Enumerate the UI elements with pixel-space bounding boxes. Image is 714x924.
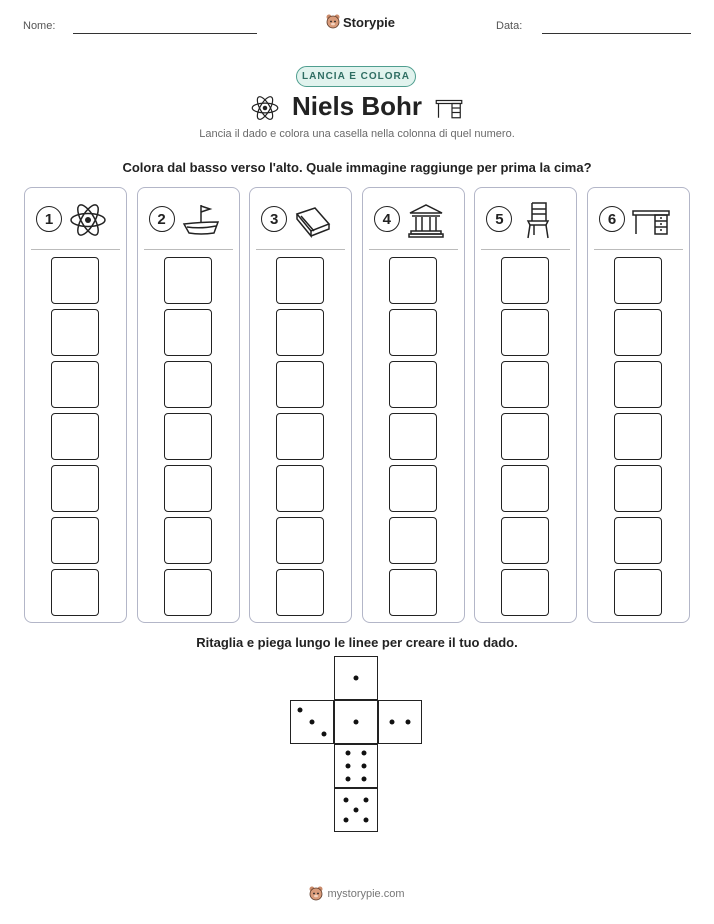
die-pip	[362, 776, 367, 781]
color-box[interactable]	[501, 465, 549, 512]
date-line	[542, 33, 691, 34]
color-box[interactable]	[51, 361, 99, 408]
color-box[interactable]	[614, 257, 662, 304]
color-box[interactable]	[51, 465, 99, 512]
color-box[interactable]	[389, 361, 437, 408]
color-box[interactable]	[614, 361, 662, 408]
color-box[interactable]	[501, 413, 549, 460]
color-box[interactable]	[501, 517, 549, 564]
brand-logo	[326, 14, 395, 30]
cut-instruction: Ritaglia e piega lungo le linee per creare il tuo dado.	[196, 635, 518, 650]
die-pip	[345, 751, 350, 756]
race-column-3	[249, 187, 352, 623]
color-box[interactable]	[51, 413, 99, 460]
color-box[interactable]	[164, 413, 212, 460]
column-number: 1	[36, 206, 62, 232]
column-number: 2	[149, 206, 175, 232]
race-column-1	[24, 187, 127, 623]
color-box[interactable]	[51, 309, 99, 356]
column-divider	[31, 249, 120, 250]
color-box[interactable]	[164, 465, 212, 512]
color-box[interactable]	[276, 257, 324, 304]
color-box[interactable]	[51, 517, 99, 564]
color-box[interactable]	[276, 465, 324, 512]
color-box[interactable]	[501, 569, 549, 616]
atom-icon	[68, 200, 108, 240]
column-number: 6	[599, 206, 625, 232]
die-face-5	[334, 788, 378, 832]
color-box[interactable]	[614, 517, 662, 564]
color-box[interactable]	[389, 465, 437, 512]
bear-icon	[309, 886, 323, 902]
color-box[interactable]	[276, 569, 324, 616]
brand-name: Storypie	[343, 14, 396, 30]
color-box[interactable]	[276, 309, 324, 356]
die-pip	[354, 720, 359, 725]
date-label: Data:	[496, 20, 523, 32]
column-divider	[256, 249, 345, 250]
instruction: Colora dal basso verso l'alto. Quale immagine raggiunge per prima la cima?	[122, 160, 592, 175]
column-divider	[144, 249, 233, 250]
desk-icon	[434, 93, 464, 123]
color-box[interactable]	[164, 569, 212, 616]
color-box[interactable]	[164, 257, 212, 304]
color-box[interactable]	[614, 309, 662, 356]
color-box[interactable]	[389, 257, 437, 304]
color-box[interactable]	[164, 517, 212, 564]
column-number: 5	[486, 206, 512, 232]
die-pip	[390, 720, 395, 725]
race-column-2	[137, 187, 240, 623]
color-box[interactable]	[501, 361, 549, 408]
die-pip	[345, 764, 350, 769]
column-divider	[594, 249, 683, 250]
die-face-2	[378, 700, 422, 744]
column-divider	[481, 249, 570, 250]
die-pip	[363, 798, 368, 803]
column-number: 3	[261, 206, 287, 232]
die-pip	[362, 751, 367, 756]
color-box[interactable]	[614, 413, 662, 460]
color-box[interactable]	[389, 517, 437, 564]
die-pip	[405, 720, 410, 725]
color-box[interactable]	[389, 413, 437, 460]
race-column-6	[587, 187, 690, 623]
activity-badge: LANCIA E COLORA	[296, 66, 416, 87]
die-pip	[363, 817, 368, 822]
die-pip	[354, 676, 359, 681]
footer-url: mystorypie.com	[327, 888, 405, 900]
die-pip	[310, 720, 315, 725]
die-net	[290, 656, 424, 834]
die-pip	[321, 731, 326, 736]
color-box[interactable]	[614, 569, 662, 616]
die-face-1	[334, 656, 378, 700]
column-number: 4	[374, 206, 400, 232]
die-pip	[362, 764, 367, 769]
die-pip	[344, 817, 349, 822]
race-columns	[24, 187, 690, 623]
color-box[interactable]	[614, 465, 662, 512]
name-line	[73, 33, 257, 34]
die-pip	[345, 776, 350, 781]
color-box[interactable]	[501, 257, 549, 304]
page-title: Niels Bohr	[291, 91, 423, 121]
book-icon	[293, 200, 333, 240]
chair-icon	[518, 200, 558, 240]
color-box[interactable]	[164, 309, 212, 356]
die-face-1	[334, 700, 378, 744]
museum-icon	[406, 200, 446, 240]
die-face-3	[290, 700, 334, 744]
name-label: Nome:	[23, 20, 56, 32]
color-box[interactable]	[389, 569, 437, 616]
color-box[interactable]	[51, 257, 99, 304]
column-divider	[369, 249, 458, 250]
color-box[interactable]	[389, 309, 437, 356]
footer	[0, 886, 714, 902]
color-box[interactable]	[276, 413, 324, 460]
die-pip	[354, 808, 359, 813]
color-box[interactable]	[276, 517, 324, 564]
die-pip	[344, 798, 349, 803]
color-box[interactable]	[164, 361, 212, 408]
color-box[interactable]	[51, 569, 99, 616]
die-face-6	[334, 744, 378, 788]
desk-icon	[631, 200, 671, 240]
color-box[interactable]	[501, 309, 549, 356]
bear-icon	[326, 14, 340, 30]
subtitle: Lancia il dado e colora una casella nella colonna di quel numero.	[199, 128, 515, 140]
color-box[interactable]	[276, 361, 324, 408]
race-column-5	[474, 187, 577, 623]
race-column-4	[362, 187, 465, 623]
boat-icon	[181, 200, 221, 240]
die-pip	[298, 708, 303, 713]
